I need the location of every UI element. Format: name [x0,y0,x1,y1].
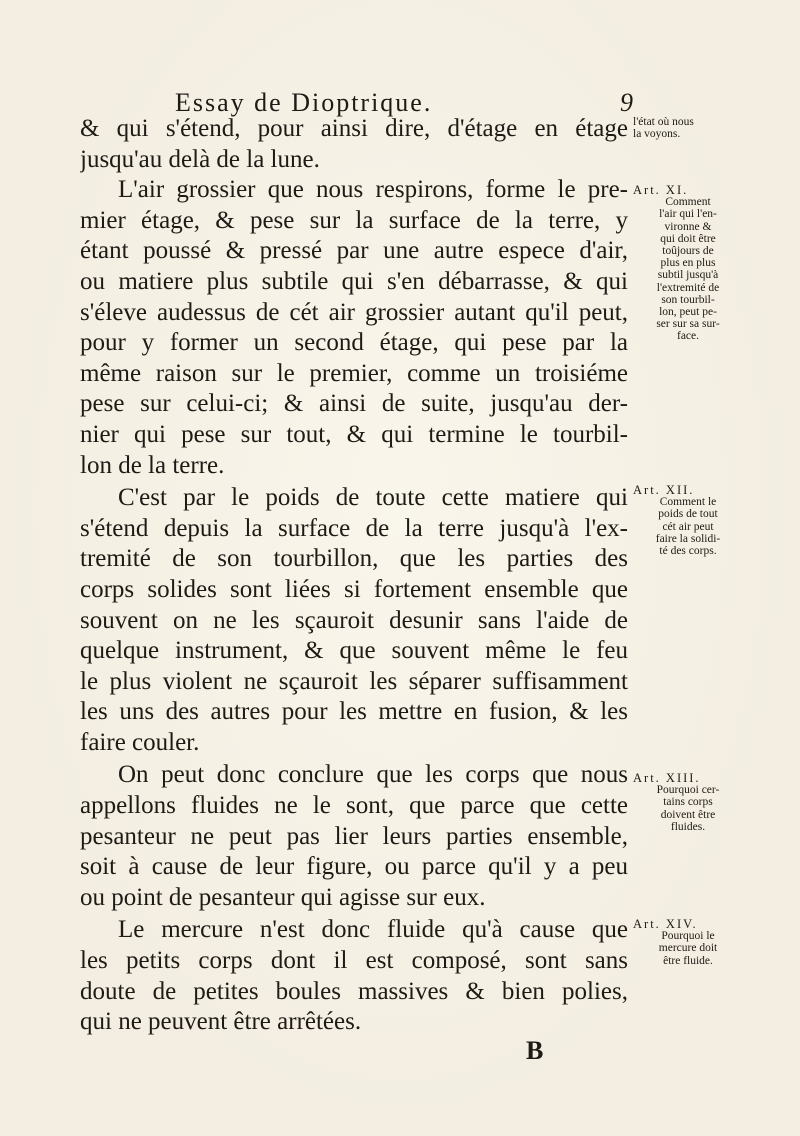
text-line: pesanteur ne peut pas lier leurs parties ensemble, [80,822,628,850]
text-line: qui ne peuvent être arrêtées. [80,1008,362,1036]
text-line: les petits corps dont il est composé, sont sans [80,947,628,975]
text-line: même raison sur le premier, comme un troisiéme [80,359,628,387]
paragraph-start-line: Le mercure n'est donc fluide qu'à cause que [118,916,628,944]
text-line: lon de la terre. [80,451,225,479]
text-line: nier qui pese sur tout, & qui termine le tourbil- [80,420,628,448]
text-line: pour y former un second étage, qui pese par la [80,329,628,357]
margin-note-text: Pourquoi cer- tains corps doivent être fluides. [656,784,720,833]
text-line: s'éleve audessus de cét air grossier autant qu'il peut, [80,298,628,326]
text-line: jusqu'au delà de la lune. [80,145,320,173]
article-number: Art. XIII. [633,771,701,785]
margin-note-art-14 [633,918,743,967]
margin-note [633,116,743,140]
text-line: s'étend depuis la surface de la terre jusqu'à l'ex- [80,514,628,542]
text-line: pese sur celui-ci; & ainsi de suite, jusqu'au der- [80,390,628,418]
article-number: Art. XII. [633,483,695,497]
paragraph-start-line: On peut donc conclure que les corps que nous [118,761,628,789]
text-line: soit à cause de leur figure, ou parce qu'il y a peu [80,853,628,881]
text-line: doute de petites boules massives & bien polies, [80,977,628,1005]
article-number: Art. XIV. [633,917,698,931]
margin-note-text: l'état où nous la voyons. [633,116,694,141]
text-line: souvent on ne les sçauroit desunir sans l'aide de [80,606,628,634]
margin-note-art-13 [633,772,743,833]
text-line: appellons fluides ne le sont, que parce que cette [80,792,628,820]
margin-note-text: Comment le poids de tout cét air peut faire la solidi- té des corps. [655,496,721,558]
paragraph-start-line: C'est par le poids de toute cette matiere qui [118,484,628,512]
text-line: ou matiere plus subtile qui s'en débarrasse, & qui [80,267,628,295]
signature-mark: B [526,1036,544,1065]
text-line: les uns des autres pour les mettre en fusion, & les [80,698,628,726]
text-line: & qui s'étend, pour ainsi dire, d'étage en étage [80,115,628,142]
paragraph-start-line: L'air grossier que nous respirons, forme le pre- [118,176,628,204]
margin-note-text: Pourquoi le mercure doit être fluide. [658,930,718,967]
page-title: Essay de Dioptrique. [175,88,433,117]
text-line: ou point de pesanteur qui agisse sur eux. [80,883,486,911]
text-line: tremité de son tourbillon, que les parties des [80,545,628,573]
text-line: étant poussé & pressé par une autre espece d'air, [80,237,628,265]
text-line: mier étage, & pese sur la surface de la terre, y [80,206,628,234]
body-text [80,114,628,1038]
page-number: 9 [620,88,635,117]
text-line: quelque instrument, & que souvent même le feu [80,637,628,665]
margin-note-art-11 [633,184,743,343]
text-line: corps solides sont liées si fortement ensemble que [80,575,628,603]
margin-note-text: Comment l'air qui l'en- vironne & qui doit être toûjours de plus en plus subtil jusqu'à l'extremité de son tourbil- lon, peut pe- ser sur sa sur- face. [656,196,720,343]
article-number: Art. XI. [633,183,689,197]
margin-note-art-12 [633,484,743,557]
text-line: faire couler. [80,728,200,756]
text-line: le plus violent ne sçauroit les séparer suffisamment [80,667,628,695]
